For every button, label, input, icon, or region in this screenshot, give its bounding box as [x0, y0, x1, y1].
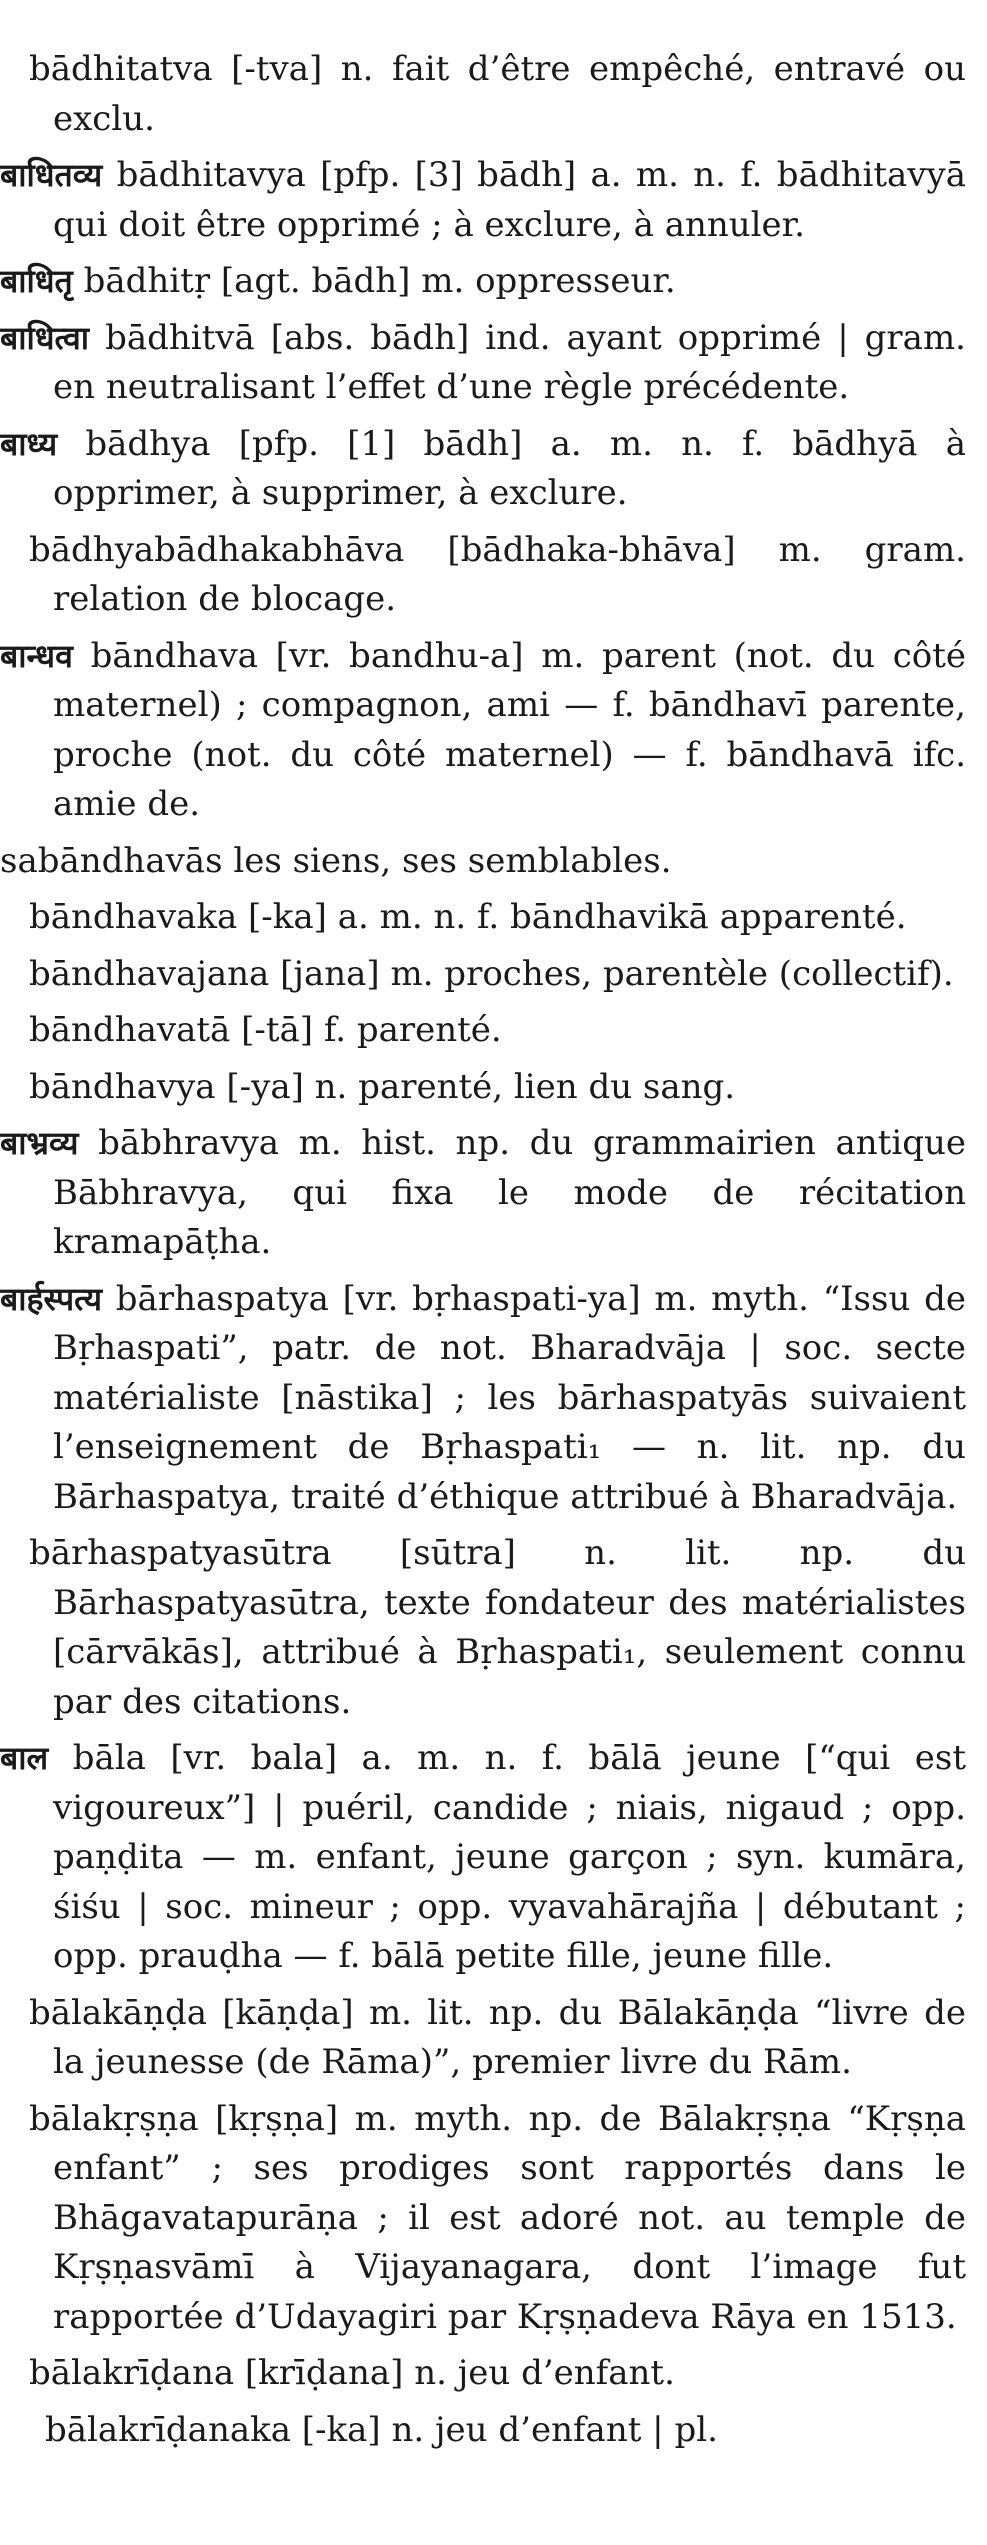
entry-text: bāndhavatā [-tā] f. parenté. — [29, 1010, 502, 1050]
entry-text: bārhaspatyasūtra [sūtra] n. lit. np. du Bārhaspatyasūtra, texte fondateur des matérialistes [cārvākās], attribué à Bṛhaspati₁, seulement connu par des citations. — [29, 1533, 966, 1722]
entry-badhitr — [0, 257, 966, 307]
entry-text: bālakrīḍana [krīḍana] n. jeu d’enfant. — [29, 2353, 675, 2393]
entry-text: bāla [vr. bala] a. m. n. f. bālā jeune [“qui est vigoureux”] | puéril, candide ; niais, nigaud ; opp. paṇḍita — m. enfant, jeune garçon ; syn. kumāra, śiśu | soc. mineur ; opp. vyavahārajña | débutant ; opp. prauḍha — f. bālā petite fille, jeune fille. — [53, 1738, 966, 1976]
entry-text: bālakāṇḍa [kāṇḍa] m. lit. np. du Bālakāṇḍa “livre de la jeunesse (de Rāma)”, premier livre du Rām. — [29, 1992, 966, 2082]
devanagari-headword: बाभ्रव्य — [0, 1124, 79, 1162]
devanagari-headword: बाधितृ — [0, 262, 73, 300]
entry-text: bāndhavajana [jana] m. proches, parentèle (collectif). — [29, 953, 954, 994]
entry-text: bādhitatva [-tva] n. fait d’être empêché, entravé ou exclu. — [29, 49, 966, 139]
entry-text: bārhaspatya [vr. bṛhaspati-ya] m. myth. “Issu de Bṛhaspati”, patr. de not. Bharadvāja | soc. secte matérialiste [nāstika] ; les bārhaspatyās suivaient l’enseignement de Bṛhaspati₁ — n. lit. np. du Bārhaspatya, traité d’éthique attribué à Bharadvāja. — [53, 1278, 966, 1517]
devanagari-headword: बार्हस्पत्य — [0, 1279, 103, 1318]
devanagari-headword: बाधित्वा — [0, 318, 90, 357]
entry-text: bādhya [pfp. [1] bādh] a. m. n. f. bādhyā à opprimer, à supprimer, à exclure. — [53, 423, 967, 513]
entry-balakrsna — [29, 2095, 966, 2343]
entry-barhaspatyasutra — [29, 1529, 966, 1727]
entry-badhitatva — [29, 45, 966, 144]
entry-badhitavya — [0, 151, 966, 250]
entry-balakridanaka — [45, 2406, 966, 2456]
entry-text: bālakrīḍanaka [-ka] n. jeu d’enfant | pl. — [45, 2409, 718, 2450]
entry-text: bāndhavya [-ya] n. parenté, lien du sang. — [29, 1066, 736, 1107]
entry-text: bālakṛṣṇa [kṛṣṇa] m. myth. np. de Bālakṛṣṇa “Kṛṣṇa enfant” ; ses prodiges sont rapportés dans le Bhāgavatapurāṇa ; il est adoré not. au temple de Kṛṣṇasvāmī à Vijayanagara, dont l’image fut rapportée d’Udayagiri par Kṛṣṇadeva Rāya en 1513. — [29, 2098, 966, 2337]
entry-balakanda — [29, 1989, 966, 2088]
entry-babhravya — [0, 1119, 967, 1268]
entry-bala — [0, 1734, 966, 1982]
entry-text: bādhitvā [abs. bādh] ind. ayant opprimé | gram. en neutralisant l’effet d’une règle précédente. — [53, 317, 966, 407]
entry-text: bādhitavya [pfp. [3] bādh] a. m. n. f. bādhitavyā qui doit être opprimé ; à exclure, à annuler. — [53, 155, 966, 245]
devanagari-headword: बाल — [0, 1739, 49, 1777]
entry-text: bādhitṛ [agt. bādh] m. oppresseur. — [83, 261, 676, 301]
devanagari-headword: बाध्य — [0, 424, 58, 463]
entry-bandhava — [0, 632, 966, 830]
entry-badhyabadhakabhava — [29, 526, 966, 625]
entry-sabandhavas — [0, 837, 966, 887]
entry-bandhavya — [29, 1063, 966, 1113]
entry-text: bāndhavaka [-ka] a. m. n. f. bāndhavikā apparenté. — [29, 897, 907, 937]
entry-text: bāndhava [vr. bandhu-a] m. parent (not. du côté maternel) ; compagnon, ami — f. bāndhavī parente, proche (not. du côté maternel) — f. bāndhavā ifc. amie de. — [53, 635, 966, 824]
entry-bandhavata — [29, 1006, 966, 1056]
entry-badhitva — [0, 314, 966, 413]
entry-text: bādhyabādhakabhāva [bādhaka-bhāva] m. gram. relation de blocage. — [29, 529, 966, 619]
entry-bandhavajana — [29, 950, 966, 1000]
entry-badhya — [0, 420, 967, 519]
devanagari-headword: बाधितव्य — [0, 156, 103, 194]
entry-barhaspatya — [0, 1275, 966, 1523]
entry-text: bābhravya m. hist. np. du grammairien antique Bābhravya, qui fixa le mode de récitation kramapāṭha. — [53, 1123, 967, 1262]
entry-text: sabāndhavās les siens, ses semblables. — [0, 840, 672, 881]
devanagari-headword: बान्धव — [0, 636, 73, 675]
entry-bandhavaka — [29, 893, 966, 943]
entry-balakridana — [29, 2349, 966, 2399]
